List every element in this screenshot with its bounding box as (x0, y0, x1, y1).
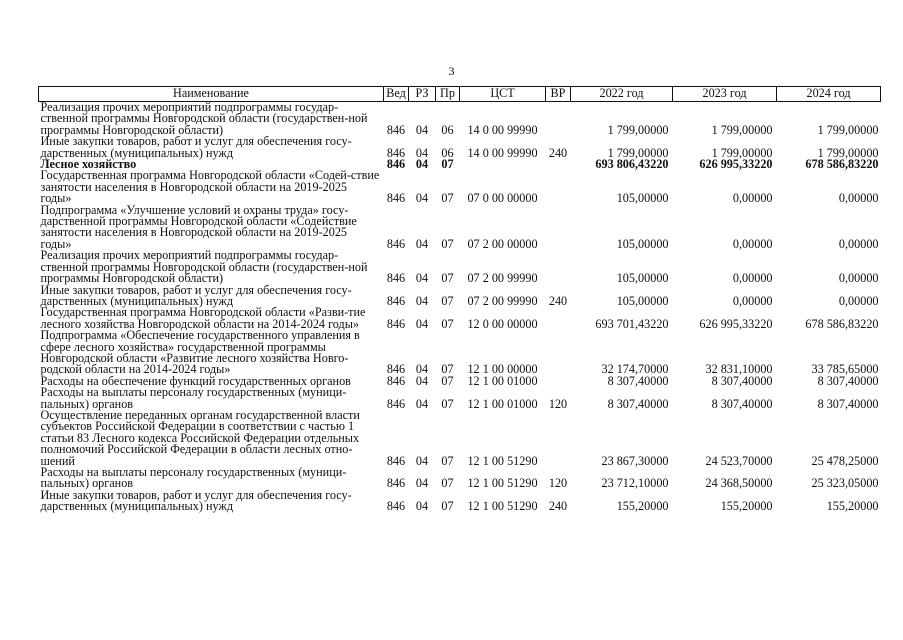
cell-2022: 23 712,10000 (601, 476, 669, 491)
cell-ved: 846 (386, 236, 406, 251)
header-2024: 2024 год (777, 87, 881, 102)
cell-2022: 105,00000 (616, 271, 669, 286)
cell-name: Расходы на обеспечение функций государственных органов (40, 373, 351, 388)
cell-vr (546, 250, 571, 284)
cell-2023: 8 307,40000 (711, 373, 773, 388)
cell-2022: 23 867,30000 (601, 453, 669, 468)
cell-2023: 32 831,10000 (705, 362, 773, 377)
cell-pr: 07 (441, 157, 454, 172)
cell-rz: 04 (415, 145, 429, 160)
cell-cst: 12 1 00 51290 (467, 499, 538, 514)
cell-2022: 1 799,00000 (607, 145, 669, 160)
cell-vr: 120 (548, 396, 568, 411)
cell-vr (546, 376, 571, 387)
cell-2022: 105,00000 (616, 191, 669, 206)
cell-2024: 0,00000 (838, 191, 879, 206)
cell-pr: 07 (441, 476, 454, 491)
cell-vr (546, 170, 571, 204)
cell-cst: 07 2 00 99990 (467, 271, 538, 286)
cell-rz: 04 (415, 122, 429, 137)
cell-rz: 04 (415, 236, 429, 251)
table-row (39, 387, 881, 410)
cell-pr: 07 (441, 191, 454, 206)
cell-2024: 8 307,40000 (817, 373, 879, 388)
cell-2024: 33 785,65000 (811, 362, 879, 377)
cell-ved: 846 (386, 316, 406, 331)
cell-2023: 8 307,40000 (711, 396, 773, 411)
cell-name: Расходы на выплаты персоналу государственных (муници-пальных) органов (40, 385, 347, 411)
cell-vr (546, 410, 571, 467)
cell-cst: 12 1 00 01000 (467, 396, 538, 411)
cell-rz: 04 (415, 271, 429, 286)
cell-name: Подпрограмма «Обеспечение государственного управления в сфере лесного хозяйства» государственной программы Новгородской области «Развитие лесного хозяйства Новго-родской области на 2014-2024 годы» (40, 328, 360, 377)
cell-vr: 120 (548, 476, 568, 491)
cell-2023: 24 368,50000 (705, 476, 773, 491)
cell-pr: 07 (441, 271, 454, 286)
cell-ved: 846 (386, 191, 406, 206)
table-row (39, 490, 881, 513)
cell-2024: 25 323,05000 (811, 476, 879, 491)
cell-vr: 240 (548, 499, 568, 514)
cell-cst: 07 2 00 99990 (467, 293, 538, 308)
cell-cst: 12 1 00 01000 (467, 373, 538, 388)
cell-pr: 07 (441, 362, 454, 377)
cell-vr (546, 102, 571, 137)
cell-cst: 12 1 00 51290 (467, 476, 538, 491)
cell-pr: 07 (441, 373, 454, 388)
cell-pr: 07 (441, 453, 454, 468)
cell-rz: 04 (415, 476, 429, 491)
cell-cst: 14 0 00 99990 (467, 122, 538, 137)
cell-cst: 12 1 00 51290 (467, 453, 538, 468)
cell-cst (460, 159, 546, 170)
budget-table (38, 86, 881, 513)
cell-rz: 04 (415, 157, 429, 172)
cell-2023: 0,00000 (732, 293, 773, 308)
header-ved: Вед (384, 87, 409, 102)
cell-2022: 8 307,40000 (607, 396, 669, 411)
cell-name: Подпрограмма «Улучшение условий и охраны труда» госу-дарственной программы Новгородской области «Содействие занятости населения в Новгородской области на 2019-2025 годы» (40, 202, 357, 251)
cell-2024: 8 307,40000 (817, 396, 879, 411)
cell-rz: 04 (415, 362, 429, 377)
cell-2024: 1 799,00000 (817, 145, 879, 160)
cell-pr: 06 (441, 122, 454, 137)
cell-2023: 0,00000 (732, 271, 773, 286)
cell-pr: 06 (441, 145, 454, 160)
table-row (39, 136, 881, 159)
cell-ved: 846 (386, 145, 406, 160)
header-2022: 2022 год (571, 87, 673, 102)
cell-rz: 04 (415, 453, 429, 468)
cell-2022: 105,00000 (616, 293, 669, 308)
cell-ved: 846 (386, 271, 406, 286)
cell-vr (546, 307, 571, 330)
cell-pr: 07 (441, 316, 454, 331)
cell-ved: 846 (386, 362, 406, 377)
header-vr: ВР (546, 87, 571, 102)
cell-name: Осуществление переданных органам государственной власти субъектов Российской Федерации в соответствии с частью 1 статьи 83 Лесного кодекса Российской Федерации отдельных полномочий Российской Федерации в области лесных отно-шений (40, 407, 360, 468)
cell-2022: 155,20000 (616, 499, 669, 514)
cell-ved: 846 (386, 499, 406, 514)
table-row (39, 307, 881, 330)
cell-2022: 693 701,43220 (595, 316, 669, 331)
cell-2024: 25 478,25000 (811, 453, 879, 468)
cell-2023: 626 995,33220 (699, 316, 773, 331)
cell-name: Реализация прочих мероприятий подпрограммы государ-ственной программы Новгородской области (государствен-ной программы Новгородской области) (40, 100, 368, 137)
cell-vr: 240 (548, 293, 568, 308)
cell-cst: 14 0 00 99990 (467, 145, 538, 160)
cell-vr (546, 205, 571, 251)
table-row (39, 410, 881, 467)
table-row (39, 170, 881, 204)
table-row (39, 250, 881, 284)
cell-2023: 24 523,70000 (705, 453, 773, 468)
header-cst: ЦСТ (460, 87, 546, 102)
cell-cst: 07 2 00 00000 (467, 236, 538, 251)
table-row (39, 205, 881, 251)
cell-vr (546, 159, 571, 170)
cell-ved: 846 (386, 293, 406, 308)
cell-2024: 678 586,83220 (805, 157, 879, 172)
cell-ved: 846 (386, 122, 406, 137)
table-row (39, 102, 881, 137)
cell-2024: 0,00000 (838, 236, 879, 251)
table-body (39, 102, 881, 513)
cell-2022: 1 799,00000 (607, 122, 669, 137)
cell-name: Государственная программа Новгородской области «Содей-ствие занятости населения в Новгородской области на 2019-2025 годы» (40, 168, 380, 206)
cell-cst: 07 0 00 00000 (467, 191, 538, 206)
cell-2022: 8 307,40000 (607, 373, 669, 388)
cell-rz: 04 (415, 316, 429, 331)
cell-pr: 07 (441, 499, 454, 514)
cell-name: Государственная программа Новгородской области «Разви-тие лесного хозяйства Новгородской области на 2014-2024 годы» (40, 305, 366, 331)
cell-rz: 04 (415, 373, 429, 388)
cell-rz: 04 (415, 396, 429, 411)
cell-vr (546, 330, 571, 376)
cell-rz: 04 (415, 191, 429, 206)
table-row (39, 285, 881, 308)
cell-name: Расходы на выплаты персоналу государственных (муници-пальных) органов (40, 465, 347, 491)
cell-2023: 0,00000 (732, 236, 773, 251)
header-rz: РЗ (409, 87, 436, 102)
header-name: Наименование (39, 87, 384, 102)
cell-name: Иные закупки товаров, работ и услуг для обеспечения госу-дарственных (муниципальных) нужд (40, 487, 352, 514)
cell-2024: 0,00000 (838, 293, 879, 308)
cell-vr: 240 (548, 145, 568, 160)
cell-2024: 1 799,00000 (817, 122, 879, 137)
cell-2023: 155,20000 (720, 499, 773, 514)
cell-pr: 07 (441, 396, 454, 411)
cell-cst: 12 0 00 00000 (467, 316, 538, 331)
cell-name: Иные закупки товаров, работ и услуг для обеспечения госу-дарственных (муниципальных) нужд (40, 134, 352, 160)
cell-rz: 04 (415, 499, 429, 514)
cell-pr: 07 (441, 293, 454, 308)
cell-name: Реализация прочих мероприятий подпрограммы государ-ственной программы Новгородской области (государствен-ной программы Новгородской области) (40, 248, 368, 286)
page-number: 3 (448, 64, 455, 78)
cell-2024: 0,00000 (838, 271, 879, 286)
table-row (39, 467, 881, 490)
header-2023: 2023 год (673, 87, 777, 102)
header-pr: Пр (436, 87, 460, 102)
cell-ved: 846 (386, 396, 406, 411)
table-row (39, 330, 881, 376)
cell-2023: 1 799,00000 (711, 145, 773, 160)
cell-ved: 846 (386, 157, 406, 172)
cell-ved: 846 (386, 476, 406, 491)
cell-2022: 693 806,43220 (595, 157, 669, 172)
cell-2023: 1 799,00000 (711, 122, 773, 137)
cell-name: Лесное хозяйство (40, 157, 137, 172)
cell-ved: 846 (386, 373, 406, 388)
cell-rz: 04 (415, 293, 429, 308)
cell-2022: 32 174,70000 (601, 362, 669, 377)
cell-2023: 0,00000 (732, 191, 773, 206)
cell-ved: 846 (386, 453, 406, 468)
cell-2024: 155,20000 (826, 499, 879, 514)
cell-cst: 12 1 00 00000 (467, 362, 538, 377)
cell-2022: 105,00000 (616, 236, 669, 251)
cell-2024: 678 586,83220 (805, 316, 879, 331)
cell-name: Иные закупки товаров, работ и услуг для обеспечения госу-дарственных (муниципальных) нужд (40, 282, 352, 308)
cell-2023: 626 995,33220 (699, 157, 773, 172)
cell-pr: 07 (441, 236, 454, 251)
